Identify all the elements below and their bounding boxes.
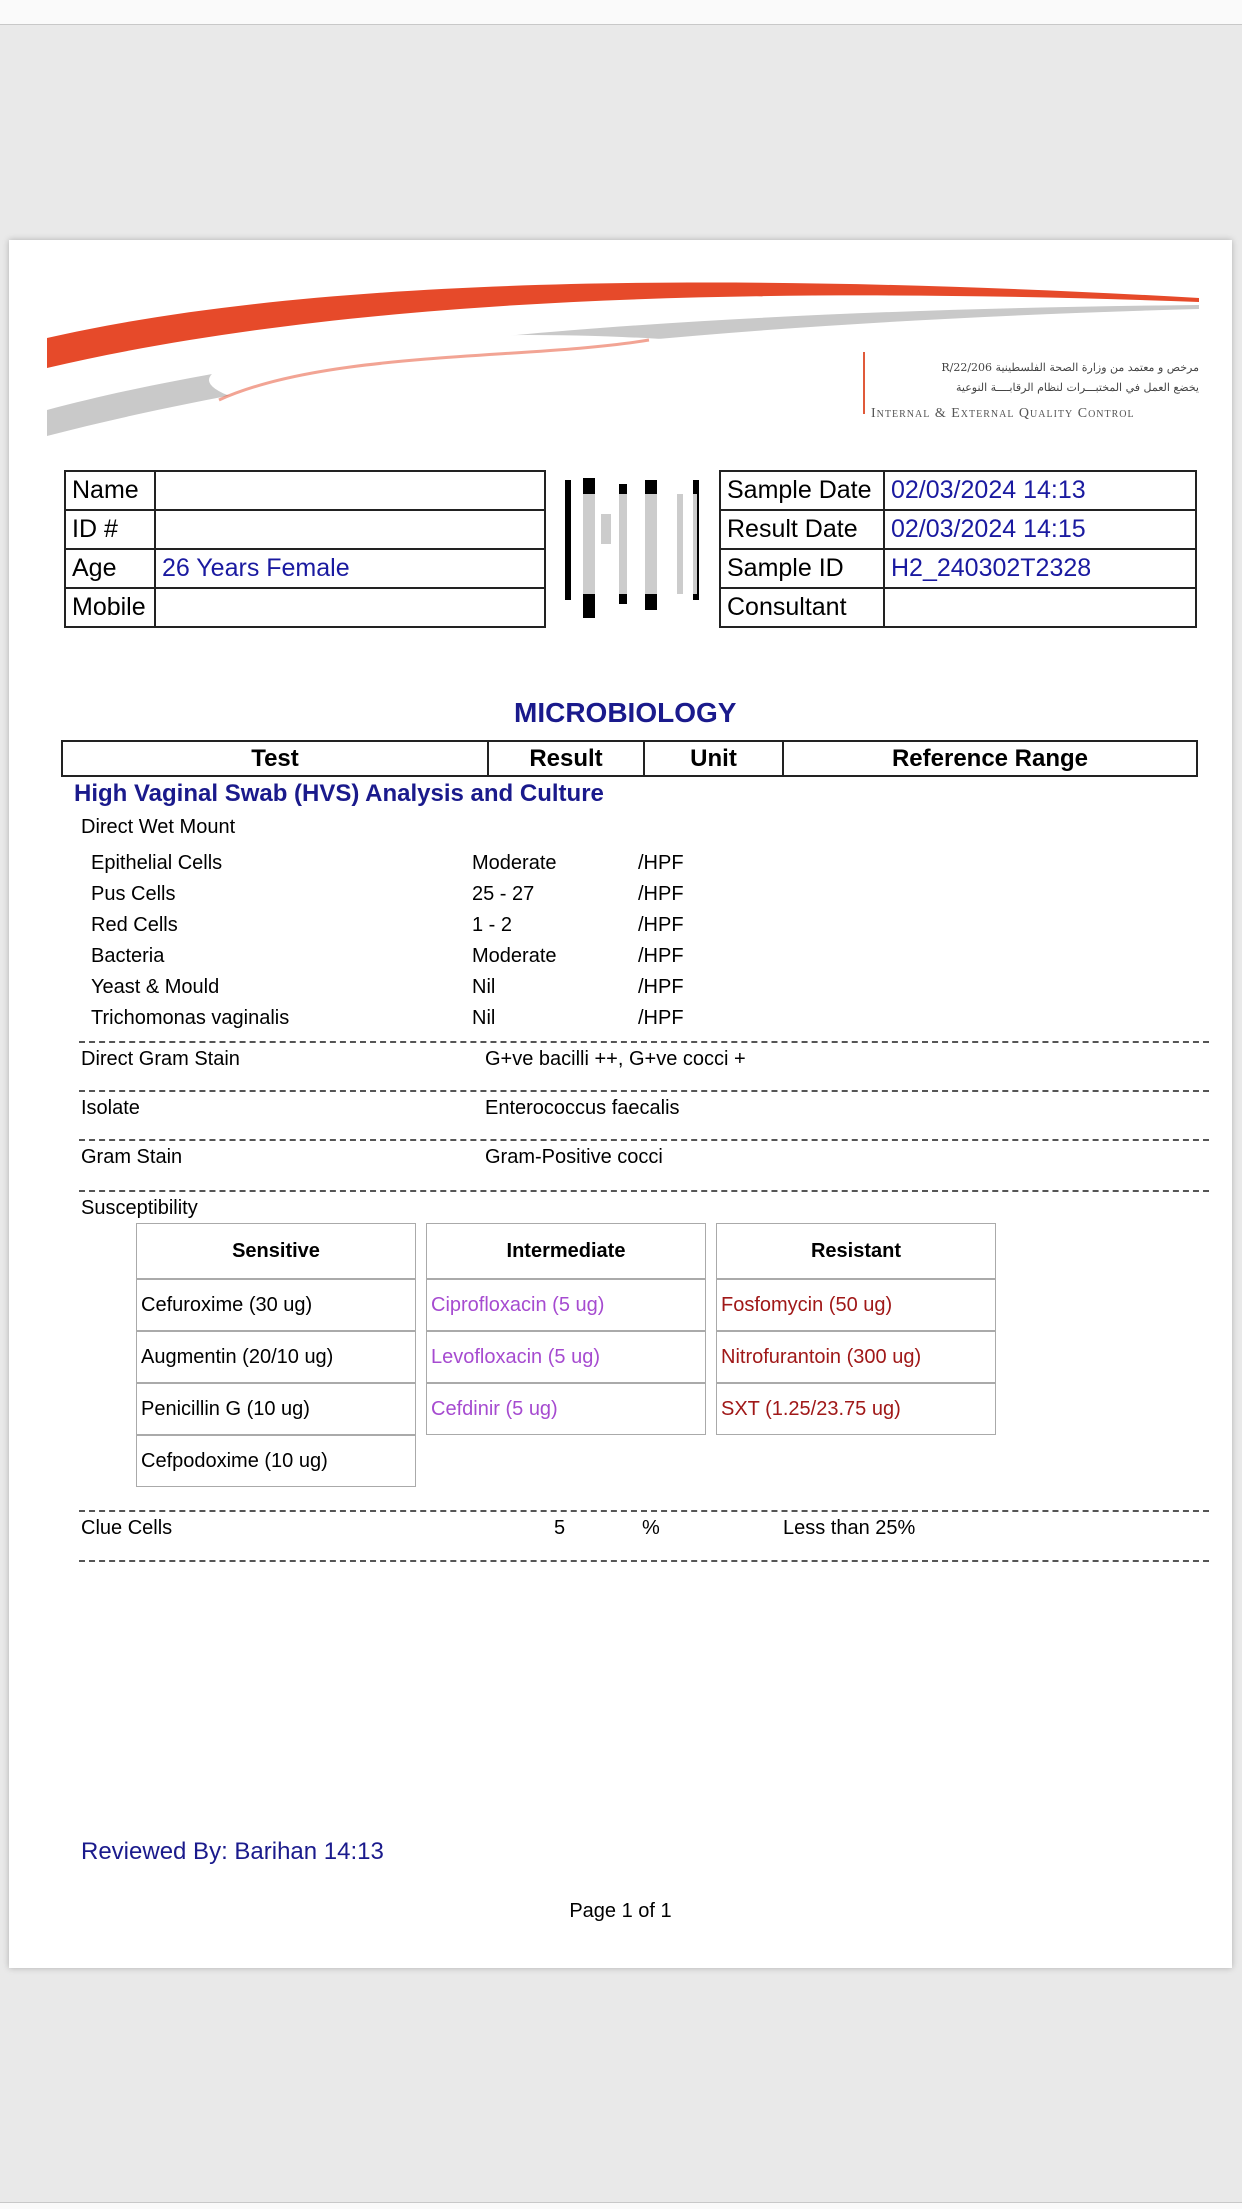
result-date-label: Result Date: [720, 510, 884, 549]
intermediate-header: Intermediate: [426, 1223, 706, 1279]
name-value: [155, 471, 545, 510]
row-unit: /HPF: [638, 914, 684, 936]
row-name: Red Cells: [91, 914, 178, 936]
age-value: 26 Years Female: [155, 549, 545, 588]
sensitive-drug: Penicillin G (10 ug): [136, 1383, 416, 1435]
sample-table: [719, 470, 1197, 628]
result-date-value: 02/03/2024 14:15: [884, 510, 1196, 549]
col-reference: Reference Range: [783, 741, 1197, 776]
row-result: Moderate: [472, 945, 557, 967]
divider: [79, 1090, 1209, 1092]
direct-gram-label: Direct Gram Stain: [81, 1048, 240, 1070]
gram-stain-value: Gram-Positive cocci: [485, 1146, 663, 1168]
row-name: Bacteria: [91, 945, 165, 967]
empty-cell: [716, 1435, 996, 1487]
top-bar: [0, 0, 1242, 25]
mobile-value: [155, 588, 545, 627]
row-name: Trichomonas vaginalis: [91, 1007, 290, 1029]
intermediate-drug: Cefdinir (5 ug): [426, 1383, 706, 1435]
age-label: Age: [65, 549, 155, 588]
divider: [79, 1510, 1209, 1512]
row-result: Nil: [472, 1007, 496, 1029]
quality-control-text: Internal & External Quality Control: [871, 406, 1135, 421]
license-line-1: مرخص و معتمد من وزارة الصحة الفلسطينية R/22/206: [941, 361, 1199, 374]
name-label: Name: [65, 471, 155, 510]
consultant-value: [884, 588, 1196, 627]
barcode: [557, 474, 707, 620]
mobile-label: Mobile: [65, 588, 155, 627]
consultant-label: Consultant: [720, 588, 884, 627]
row-unit: /HPF: [638, 1007, 684, 1029]
direct-gram-value: G+ve bacilli ++, G+ve cocci +: [485, 1048, 746, 1070]
col-unit: Unit: [644, 741, 783, 776]
intermediate-drug: Ciprofloxacin (5 ug): [426, 1279, 706, 1331]
patient-table: [64, 470, 546, 628]
license-line-2: يخضع العمل في المختبـــرات لنظام الرقابــــة النوعية: [955, 381, 1199, 394]
row-unit: /HPF: [638, 976, 684, 998]
divider: [79, 1139, 1209, 1141]
isolate-label: Isolate: [81, 1097, 140, 1119]
sample-date-label: Sample Date: [720, 471, 884, 510]
row-result: 1 - 2: [472, 914, 513, 936]
sensitive-drug: Augmentin (20/10 ug): [136, 1331, 416, 1383]
row-unit: /HPF: [638, 945, 684, 967]
id-value: [155, 510, 545, 549]
divider: [79, 1041, 1209, 1043]
intermediate-drug: Levofloxacin (5 ug): [426, 1331, 706, 1383]
resistant-drug: Nitrofurantoin (300 ug): [716, 1331, 996, 1383]
susceptibility-table: [126, 1223, 1006, 1487]
row-result: Moderate: [472, 852, 557, 874]
wet-mount-title: Direct Wet Mount: [81, 816, 236, 838]
divider: [79, 1560, 1209, 1562]
reviewed-by: Reviewed By: Barihan 14:13: [81, 1838, 384, 1865]
clue-cells-unit: %: [642, 1517, 660, 1539]
resistant-header: Resistant: [716, 1223, 996, 1279]
column-header: [61, 740, 1198, 777]
col-test: Test: [62, 741, 488, 776]
resistant-drug: Fosfomycin (50 ug): [716, 1279, 996, 1331]
row-name: Pus Cells: [91, 883, 176, 905]
row-result: Nil: [472, 976, 496, 998]
divider: [863, 352, 865, 414]
gram-stain-label: Gram Stain: [81, 1146, 183, 1168]
page-number: Page 1 of 1: [569, 1900, 672, 1922]
sample-date-value: 02/03/2024 14:13: [884, 471, 1196, 510]
sensitive-drug: Cefpodoxime (10 ug): [136, 1435, 416, 1487]
sample-id-label: Sample ID: [720, 549, 884, 588]
divider: [79, 1190, 1209, 1192]
report-page: [9, 240, 1232, 1968]
col-result: Result: [488, 741, 644, 776]
row-name: Yeast & Mould: [91, 976, 220, 998]
clue-cells-label: Clue Cells: [81, 1517, 173, 1539]
clue-cells-reference: Less than 25%: [783, 1517, 916, 1539]
susceptibility-title: Susceptibility: [81, 1197, 198, 1219]
sensitive-drug: Cefuroxime (30 ug): [136, 1279, 416, 1331]
isolate-value: Enterococcus faecalis: [485, 1097, 680, 1119]
id-label: ID #: [65, 510, 155, 549]
row-name: Epithelial Cells: [91, 852, 223, 874]
section-title: High Vaginal Swab (HVS) Analysis and Culture: [74, 780, 604, 807]
sample-id-value: H2_240302T2328: [884, 549, 1196, 588]
row-unit: /HPF: [638, 883, 684, 905]
clue-cells-value: 5: [554, 1517, 566, 1539]
row-result: 25 - 27: [472, 883, 535, 905]
license-text: [871, 358, 1199, 398]
resistant-drug: SXT (1.25/23.75 ug): [716, 1383, 996, 1435]
empty-cell: [426, 1435, 706, 1487]
row-unit: /HPF: [638, 852, 684, 874]
department-title: MICROBIOLOGY: [514, 697, 737, 728]
sensitive-header: Sensitive: [136, 1223, 416, 1279]
